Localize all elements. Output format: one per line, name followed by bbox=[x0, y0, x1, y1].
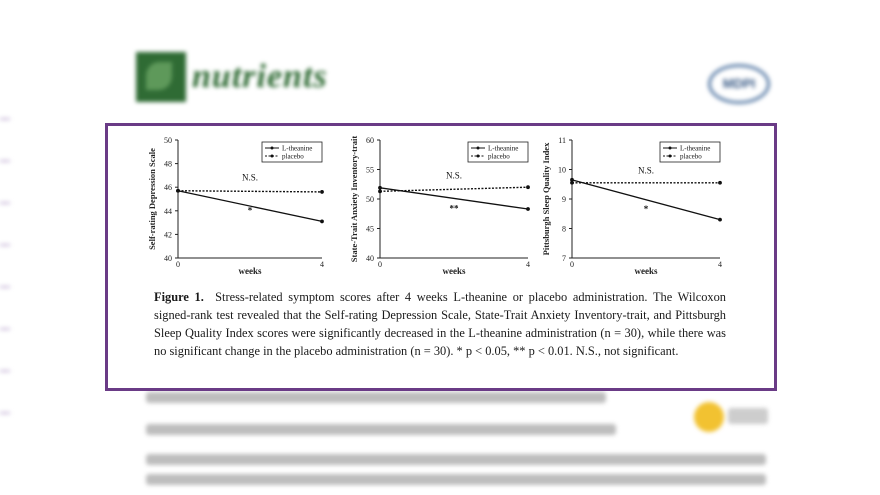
y-tick-label: 45 bbox=[366, 224, 374, 234]
chart-sleep-quality bbox=[540, 132, 730, 282]
legend-marker bbox=[477, 147, 480, 150]
legend-marker bbox=[669, 155, 672, 158]
y-tick-label: 60 bbox=[366, 136, 374, 145]
legend-label: placebo bbox=[680, 152, 702, 161]
blurred-text-line bbox=[146, 454, 766, 465]
significance-annotation: * bbox=[643, 203, 649, 214]
data-point-l-theanine bbox=[718, 218, 722, 222]
publisher-logo: MDPI bbox=[708, 64, 770, 104]
check-updates-badge-icon bbox=[694, 402, 724, 432]
series-line-placebo bbox=[380, 187, 528, 191]
y-axis-label: Self-rating Depression Scale bbox=[147, 148, 157, 250]
legend-label: placebo bbox=[282, 152, 304, 161]
y-tick-label: 42 bbox=[164, 230, 172, 240]
data-point-placebo bbox=[176, 189, 180, 193]
y-tick-label: 40 bbox=[366, 254, 374, 263]
legend-label: L-theanine bbox=[282, 144, 313, 153]
x-axis-label: weeks bbox=[634, 266, 658, 276]
x-tick-label: 4 bbox=[718, 260, 722, 269]
y-tick-label: 55 bbox=[366, 165, 374, 175]
left-margin-marks bbox=[0, 118, 14, 454]
x-tick-label: 0 bbox=[176, 260, 180, 269]
legend-marker bbox=[477, 155, 480, 158]
series-line-placebo bbox=[178, 191, 322, 192]
significance-annotation: * bbox=[247, 205, 253, 216]
figure-caption bbox=[154, 288, 726, 360]
journal-name: nutrients bbox=[192, 58, 328, 95]
figure-caption-text: Stress-related symptom scores after 4 weeks L-theanine or placebo administration. The Wilcoxon signed-rank test revealed that the Self-rating Depression Scale, State-Trait Anxiety Inventory-trait, and Pittsburgh Sleep Quality Index scores were significantly decreased in the L-theanine administration (n = 30), while there was no significant change in the placebo administration (n = 30). * p < 0.05, ** p < 0.01. N.S., not significant. bbox=[154, 290, 727, 358]
x-tick-label: 0 bbox=[570, 260, 574, 269]
figure-label: Figure 1. bbox=[154, 290, 204, 304]
blurred-text-line bbox=[146, 424, 616, 435]
ns-annotation: N.S. bbox=[637, 165, 655, 176]
legend-label: L-theanine bbox=[488, 144, 519, 153]
blurred-badge-text bbox=[728, 408, 768, 424]
data-point-l-theanine bbox=[320, 220, 324, 224]
data-point-l-theanine bbox=[526, 207, 530, 211]
legend-marker bbox=[271, 155, 274, 158]
y-tick-label: 40 bbox=[164, 254, 172, 263]
x-tick-label: 4 bbox=[526, 260, 530, 269]
legend-label: placebo bbox=[488, 152, 510, 161]
ns-annotation: N.S. bbox=[445, 170, 463, 181]
data-point-placebo bbox=[378, 189, 382, 193]
y-tick-label: 11 bbox=[558, 136, 566, 145]
y-tick-label: 46 bbox=[164, 183, 172, 193]
x-tick-label: 4 bbox=[320, 260, 324, 269]
y-tick-label: 44 bbox=[164, 206, 172, 216]
chart-depression-scale bbox=[146, 132, 332, 282]
y-tick-label: 48 bbox=[164, 159, 172, 169]
ns-annotation: N.S. bbox=[241, 172, 259, 183]
data-point-placebo bbox=[526, 185, 530, 189]
y-tick-label: 9 bbox=[562, 195, 566, 204]
y-tick-label: 50 bbox=[366, 195, 374, 204]
chart-anxiety-inventory bbox=[348, 132, 538, 282]
y-tick-label: 7 bbox=[562, 254, 566, 263]
figure-highlight-frame bbox=[105, 123, 777, 391]
legend-marker bbox=[271, 147, 274, 150]
legend-label: L-theanine bbox=[680, 144, 711, 153]
data-point-placebo bbox=[570, 181, 574, 185]
y-tick-label: 8 bbox=[562, 224, 566, 234]
data-point-placebo bbox=[718, 181, 722, 185]
data-point-placebo bbox=[320, 190, 324, 194]
significance-annotation: ** bbox=[449, 203, 459, 214]
x-tick-label: 0 bbox=[378, 260, 382, 269]
blurred-text-line bbox=[146, 474, 766, 485]
x-axis-label: weeks bbox=[238, 266, 262, 276]
data-point-l-theanine bbox=[378, 186, 382, 190]
y-tick-label: 50 bbox=[164, 136, 172, 145]
y-axis-label: State-Trait Anxiety Inventory-trait bbox=[349, 135, 359, 263]
x-axis-label: weeks bbox=[442, 266, 466, 276]
legend-marker bbox=[669, 147, 672, 150]
journal-logo-icon bbox=[136, 52, 186, 102]
blurred-text-line bbox=[146, 392, 606, 403]
y-tick-label: 10 bbox=[558, 165, 566, 175]
y-axis-label: Pittsburgh Sleep Quality Index bbox=[541, 142, 551, 256]
